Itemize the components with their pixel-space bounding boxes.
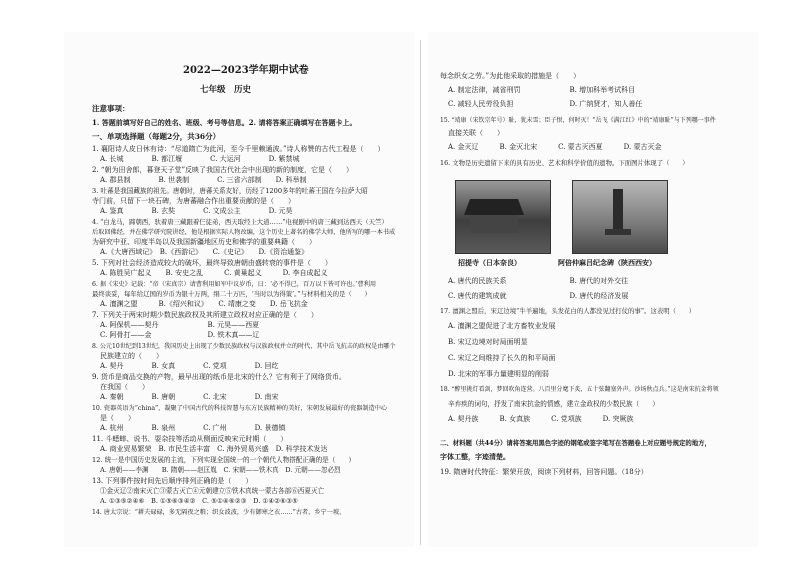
q-line: A. 秦朝 B. 唐朝 C. 北宋 D. 南宋: [100, 393, 279, 401]
q-line: 19. 隋唐时代特征：繁荣开放，阅读下列材料，回答问题。（18分）: [440, 468, 648, 476]
q-line: 民族建立的（ ）: [100, 352, 163, 360]
section-1-heading: 一、单项选择题（每题2分，共36分）: [92, 132, 221, 141]
q-line: 2. “朝为田舍郎，暮登天子堂”反映了我国古代社会中出现的新的制度，它是（ ）: [92, 166, 354, 174]
q-line: C. 唐代的建筑成就 D. 唐代的经济发展: [448, 292, 629, 300]
q-line: 11. 斗蟋蟀、说书、耍杂技等活动从侧面反映宋元时期（ ）: [92, 435, 288, 443]
section-2-heading: 二、材料题（共44分）请将答案用黑色字迹的钢笔或签字笔写在答题卷上对应题号规定的地方，: [440, 439, 711, 447]
q-line: 直接关联（ ）: [448, 129, 504, 137]
monument-photo: [572, 180, 668, 254]
q-line: 6. 据《宋史》记载：“帝（宋真宗）请曹利用如军中议岁币，曰：‘必不得已，百万以下皆可许也。’曹利用: [92, 281, 377, 288]
q-line: 10. 瓷器英语为“china”，凝聚了中国古代的科技智慧与东方民族精神的美好，宋朝发展最好的瓷器制造中心: [92, 405, 388, 412]
exam-title: 2022—2023学年期中试卷: [183, 65, 309, 76]
q-line: A. 制定法律，减省刑罚 B. 增加科举考试科目: [448, 86, 636, 94]
q-line: 7. 下列关于两宋时期少数民族政权及其所建立政权对应正确的是（ ）: [92, 311, 318, 319]
photo-caption-1: 招提寺（日本奈良）: [458, 258, 521, 267]
q-line: A. 契丹 B. 女真 C. 党项 D. 回纥: [100, 362, 279, 370]
q-line: 13. 下列事件按时间先后顺序排列正确的是（ ）: [92, 477, 253, 485]
q-line: 3. 吐蕃是我国藏族的祖先。唐朝时，唐蕃关系友好，历经了1200多年的吐蕃王国在今拉萨大昭: [92, 187, 368, 195]
q-line: C. 减轻人民劳役负担 D. 广纳贤才，知人善任: [448, 100, 643, 108]
q-line: D. 北宋的军事力量建明显的削弱: [448, 370, 549, 378]
q-line: 12. 统一是中国历史发展的主流，下列实现全国统一的一个朝代人物搭配正确的是（ ）: [92, 456, 356, 464]
q-line: C. 宋辽之间维持了长久的和平局面: [448, 354, 556, 362]
q-line: 后取回佛经，并在佛学研究院讲经，他是根据实际人物改编，这个历史上著名的佛学大师，他所写的哪一本书成: [92, 229, 396, 236]
q-line: A. 澶渊之盟 B.《绍兴和议》 C. 靖康之变 D. 岳飞抗金: [100, 300, 308, 308]
q-line: 在我国（ ）: [100, 383, 149, 391]
temple-hall: [470, 215, 518, 233]
q-line: 17. 澶渊之盟后，宋辽边境“牛羊遍地，头发花白的人都没见过打仗的事”。这表明（ ）: [440, 307, 696, 315]
q-line: 18. “醉里挑灯看剑，梦回吹角连营。八百里分麾下炙，五十弦翻塞外声。沙场秋点兵。”这是南宋抗金将领: [440, 386, 719, 393]
monument-base: [605, 229, 631, 235]
temple-roof: [464, 199, 524, 215]
q-line: 14. 唐太宗说：“耕夫碌碌，多无隔夜之粮；织女波波，少有御寒之衣……”古者，乡宁一坡，: [92, 509, 346, 516]
q-line: 为研究中亚、印度半岛以及我国新疆地区历史和佛学的重要典籍（ ）: [92, 238, 316, 246]
section-2-note: 字体工整，字迹清楚。: [440, 452, 510, 461]
q-line: 16. 文物是历史遗留下来的具有历史、艺术和科学价值的遗物。下面图片体现了（ ）: [440, 159, 689, 167]
q-line: 15. “靖康（宋钦宗年号）耻，犹未雪；臣子恨，何时灭！”岳飞《满江红》中的“靖康耻”与下列哪一事件: [440, 117, 716, 124]
q-line: ①金灭辽②南宋灭亡③蒙古灭亡④元朝建立⑤铁木真统一蒙古各部⑥西夏灭亡: [100, 487, 325, 495]
q-line: A. 郡县制 B. 世袭制 C. 三省六部制 D. 科举制: [100, 176, 307, 184]
q-line: 8. 公元10世纪到13世纪，我国历史上出现了少数民族政权与汉族政权并立的时代，其中岳飞抗击的政权是由哪个: [92, 343, 396, 350]
q-line: A. 杭州 B. 泉州 C. 广州 D. 景德镇: [100, 424, 286, 432]
photo-caption-2: 阿倍仲麻吕纪念碑（陕西西安）: [558, 258, 656, 267]
q-line: A. 鉴真 B. 玄奘 C. 文成公主 D. 元昊: [100, 207, 293, 215]
exam-subtitle: 七年级 历史: [200, 85, 252, 95]
q-line: 辛弃疾的词句，抒发了南宋抗金的情感，建立金政权的少数民族（ ）: [448, 400, 659, 408]
q-line: 寺门前，只留下一块石碑，为唐蕃融合作出重要贡献的是（ ）: [92, 197, 295, 205]
q-line: A. 唐朝——李渊 B. 隋朝——赵匡胤 C. 宋朝——铁木真 D. 元朝——忽必烈: [100, 466, 341, 474]
q-line: 4. “白龙马，蹄朝西，驮着唐三藏跟着仨徒弟，西天取经上大道……”电视剧中的唐三藏到达西天（天竺）: [92, 218, 388, 226]
q-line: A. 陈胜吴广起义 B. 安史之乱 C. 黄巢起义 D. 李自成起义: [100, 269, 328, 277]
q-line: 9. 货币是商品交换的产物，最早出现的纸币是北宋的什么？它有利于了网络货币。: [92, 373, 346, 381]
q-line: A. 唐代的民族关系 B. 唐代的对外交往: [448, 277, 629, 285]
q-line: B. 宋辽边境对时局面明显: [448, 338, 528, 346]
q-line: C. 阿骨打——金 D. 铁木真——辽: [100, 331, 260, 339]
q-line: A. 金灭辽 B. 金灭北宋 C. 蒙古灭西夏 D. 蒙古灭金: [448, 143, 662, 151]
notice-heading: 注意事项：: [92, 104, 130, 113]
q-line: 1. 襄阳诗人皮日休有诗：“尽道隋亡为此河，至今千里赖通波。”诗人称赞的古代工程是（ ）: [92, 145, 385, 153]
page-divider: [420, 40, 421, 545]
q-line: A. 阿保机——契丹 B. 元昊——西夏: [100, 321, 260, 329]
q-line: 5. 下列对社会经济造成较大的破坏，最终导致唐朝由盛转衰的事件是（ ）: [92, 259, 332, 267]
q-line: A. ①③⑤②④⑥ B. ①⑤⑥③④② C. ⑤①④⑥②③ D. ①④②⑥③⑤: [100, 497, 298, 505]
q-line: A. 长城 B. 都江堰 C. 大运河 D. 紫禁城: [100, 155, 300, 163]
monument-stele: [613, 189, 623, 233]
notice-text: 1. 答题前填写好自己的姓名、班级、考号等信息。2. 请将答案正确填写在答题卡上。: [92, 118, 357, 127]
q-line: A. 澶渊之盟促进了北方畜牧业发展: [448, 322, 556, 330]
temple-photo: [455, 180, 551, 254]
q-line: A.《大唐西域记》 B.《西游记》 C.《史记》 D.《资治通鉴》: [100, 248, 309, 256]
q-line: 每念织女之劳。”为此他采取的措施是（ ）: [440, 72, 581, 80]
q-line: 是（ ）: [100, 414, 135, 422]
q-line: A. 商业贸易繁荣 B. 市民生活丰富 C. 海外贸易兴盛 D. 科学技术发达: [100, 445, 328, 453]
q-line: A. 契丹族 B. 女真族 C. 党项族 D. 突厥族: [448, 415, 634, 423]
q-line: 最终谈妥，每年给辽国的岁币为银十万两，绢二十万匹，‘当时以为得策’。”与材料相关的是（ ）: [92, 290, 371, 298]
